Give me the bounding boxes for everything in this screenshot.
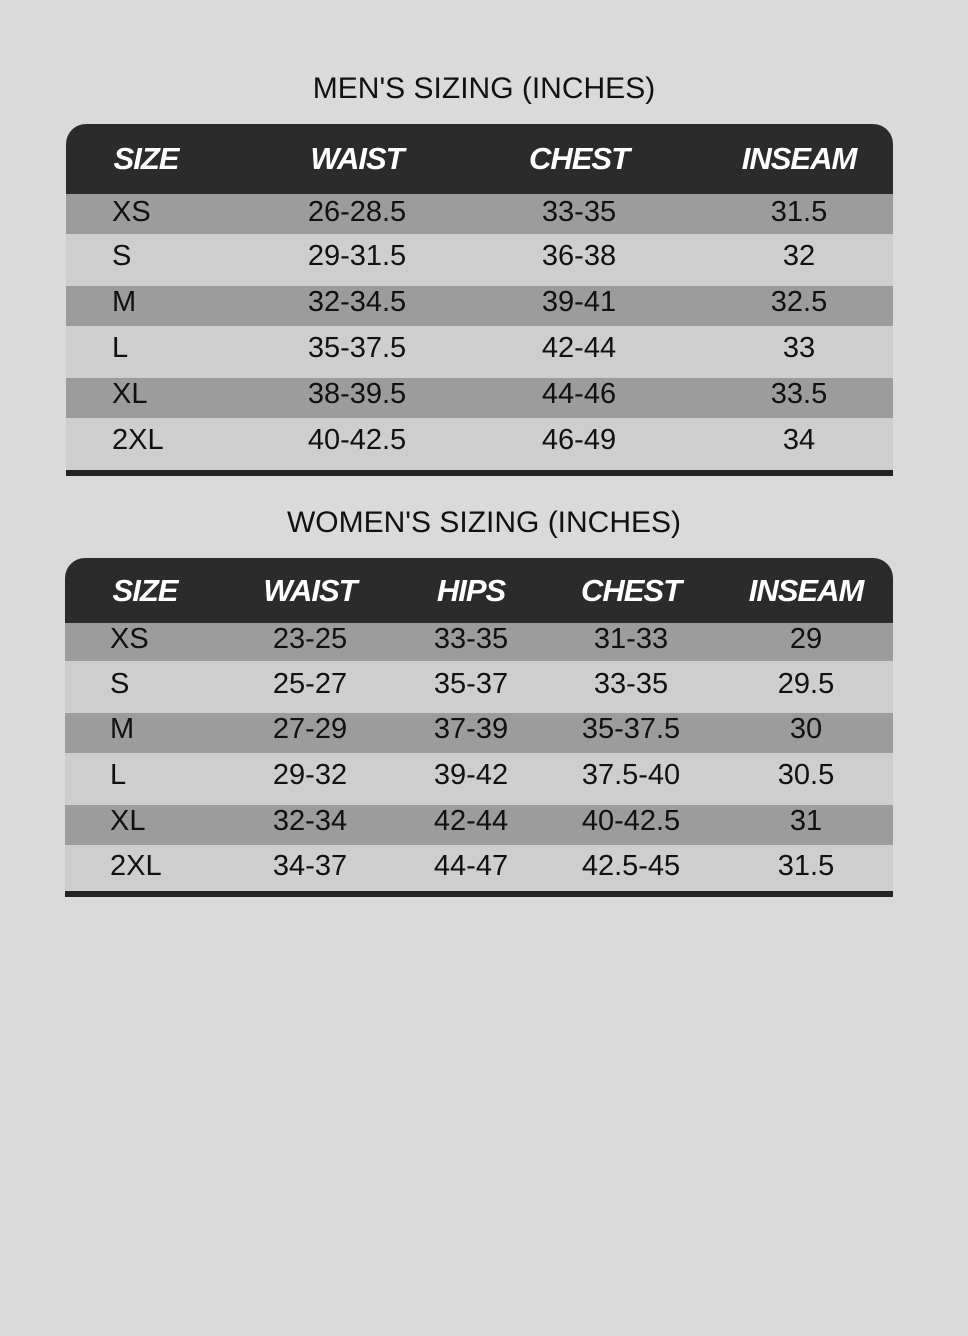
chest-cell: 46-49 bbox=[541, 424, 617, 456]
size-cell: L bbox=[112, 332, 129, 364]
table-row bbox=[66, 418, 893, 470]
size-cell: 2XL bbox=[110, 850, 162, 882]
mens-table-header bbox=[66, 124, 893, 194]
chest-cell: 39-41 bbox=[541, 286, 617, 318]
hips-cell: 37-39 bbox=[433, 713, 509, 745]
waist-cell: 32-34 bbox=[272, 805, 348, 837]
hips-cell: 39-42 bbox=[433, 759, 509, 791]
womens-col-size: SIZE bbox=[112, 573, 178, 608]
table-row bbox=[66, 234, 893, 286]
table-row bbox=[65, 845, 893, 891]
waist-cell: 38-39.5 bbox=[307, 378, 407, 410]
table-row bbox=[65, 713, 893, 753]
inseam-cell: 32.5 bbox=[770, 286, 828, 318]
womens-col-inseam: INSEAM bbox=[748, 573, 864, 608]
size-cell: XL bbox=[112, 378, 148, 410]
size-cell: S bbox=[112, 240, 132, 272]
hips-cell: 33-35 bbox=[433, 623, 509, 655]
chest-cell: 42-44 bbox=[541, 332, 617, 364]
inseam-cell: 33.5 bbox=[770, 378, 828, 410]
inseam-cell: 31 bbox=[789, 805, 823, 837]
waist-cell: 25-27 bbox=[272, 668, 348, 700]
waist-cell: 40-42.5 bbox=[307, 424, 407, 456]
size-cell: XL bbox=[110, 805, 146, 837]
waist-cell: 23-25 bbox=[272, 623, 348, 655]
size-cell: 2XL bbox=[112, 424, 164, 456]
chest-cell: 37.5-40 bbox=[581, 759, 681, 791]
inseam-cell: 33 bbox=[782, 332, 816, 364]
hips-cell: 35-37 bbox=[433, 668, 509, 700]
waist-cell: 27-29 bbox=[272, 713, 348, 745]
mens-col-size: SIZE bbox=[113, 141, 179, 176]
table-row bbox=[65, 753, 893, 805]
womens-col-hips: HIPS bbox=[436, 573, 506, 608]
waist-cell: 29-32 bbox=[272, 759, 348, 791]
inseam-cell: 32 bbox=[782, 240, 816, 272]
chest-cell: 40-42.5 bbox=[581, 805, 681, 837]
size-cell: M bbox=[110, 713, 135, 745]
womens-col-waist: WAIST bbox=[263, 573, 357, 608]
inseam-cell: 29 bbox=[789, 623, 823, 655]
size-cell: M bbox=[112, 286, 137, 318]
inseam-cell: 30.5 bbox=[777, 759, 835, 791]
table-row bbox=[66, 286, 893, 326]
chest-cell: 44-46 bbox=[541, 378, 617, 410]
chest-cell: 33-35 bbox=[541, 196, 617, 228]
inseam-cell: 31.5 bbox=[777, 850, 835, 882]
mens-sizing-table bbox=[66, 124, 893, 476]
waist-cell: 26-28.5 bbox=[307, 196, 407, 228]
waist-cell: 29-31.5 bbox=[307, 240, 407, 272]
table-row bbox=[65, 661, 893, 713]
mens-col-chest: CHEST bbox=[528, 141, 630, 176]
size-cell: XS bbox=[110, 623, 149, 655]
chest-cell: 36-38 bbox=[541, 240, 617, 272]
chest-cell: 33-35 bbox=[593, 668, 669, 700]
size-cell: XS bbox=[112, 196, 151, 228]
table-row bbox=[65, 623, 893, 661]
inseam-cell: 29.5 bbox=[777, 668, 835, 700]
size-cell: S bbox=[110, 668, 130, 700]
inseam-cell: 34 bbox=[782, 424, 816, 456]
womens-table-header bbox=[65, 558, 893, 623]
table-bottom-bar bbox=[66, 470, 893, 476]
hips-cell: 42-44 bbox=[433, 805, 509, 837]
table-row bbox=[66, 378, 893, 418]
mens-sizing-title: MEN'S SIZING (INCHES) bbox=[312, 72, 656, 105]
mens-col-waist: WAIST bbox=[310, 141, 404, 176]
table-bottom-bar bbox=[65, 891, 893, 897]
waist-cell: 34-37 bbox=[272, 850, 348, 882]
table-row bbox=[65, 805, 893, 845]
waist-cell: 32-34.5 bbox=[307, 286, 407, 318]
chest-cell: 42.5-45 bbox=[581, 850, 681, 882]
inseam-cell: 30 bbox=[789, 713, 823, 745]
hips-cell: 44-47 bbox=[433, 850, 509, 882]
table-row bbox=[66, 326, 893, 378]
womens-sizing-table bbox=[65, 558, 893, 897]
waist-cell: 35-37.5 bbox=[307, 332, 407, 364]
chest-cell: 31-33 bbox=[593, 623, 669, 655]
inseam-cell: 31.5 bbox=[770, 196, 828, 228]
size-cell: L bbox=[110, 759, 127, 791]
womens-col-chest: CHEST bbox=[580, 573, 682, 608]
womens-sizing-title: WOMEN'S SIZING (INCHES) bbox=[286, 506, 682, 539]
mens-col-inseam: INSEAM bbox=[741, 141, 857, 176]
table-row bbox=[66, 194, 893, 234]
chest-cell: 35-37.5 bbox=[581, 713, 681, 745]
